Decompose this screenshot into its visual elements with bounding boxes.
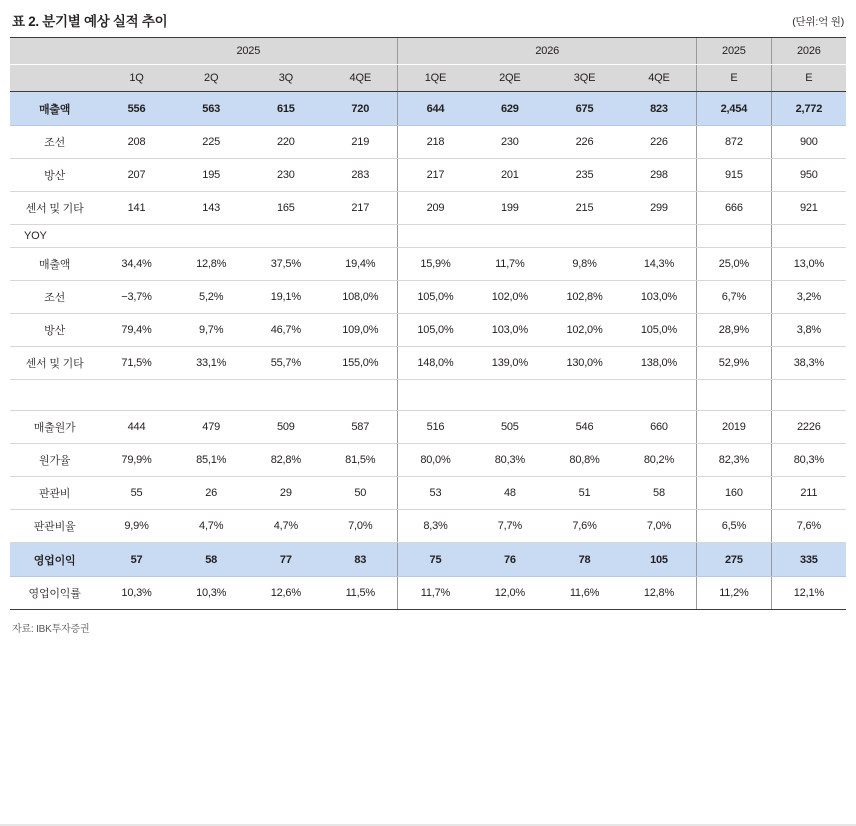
table-cell: 52,9% — [697, 347, 772, 380]
row-label: 조선 — [10, 126, 99, 159]
table-row — [10, 314, 846, 347]
group-header-blank — [10, 38, 99, 65]
table-cell: 139,0% — [473, 347, 548, 380]
column-header-row — [10, 65, 846, 92]
table-cell: 225 — [174, 126, 249, 159]
column-header-3q: 3Q — [249, 65, 324, 92]
table-cell: 148,0% — [398, 347, 473, 380]
table-row — [10, 159, 846, 192]
table-cell: 516 — [398, 411, 473, 444]
table-cell — [622, 225, 697, 248]
table-cell: 13,0% — [771, 248, 846, 281]
column-header-1q: 1Q — [99, 65, 174, 92]
unit-note: (단위:억 원) — [792, 16, 844, 28]
table-row — [10, 543, 846, 577]
table-cell: 34,4% — [99, 248, 174, 281]
table-cell: 19,1% — [249, 281, 324, 314]
table-cell: 8,3% — [398, 510, 473, 543]
table-cell: 666 — [697, 192, 772, 225]
table-cell: 160 — [697, 477, 772, 510]
table-cell: 48 — [473, 477, 548, 510]
column-header-2026e: E — [771, 65, 846, 92]
table-cell: 230 — [249, 159, 324, 192]
table-cell — [323, 225, 398, 248]
table-cell: 2019 — [697, 411, 772, 444]
table-cell: 80,2% — [622, 444, 697, 477]
table-cell: 720 — [323, 92, 398, 126]
table-row — [10, 577, 846, 610]
table-cell: 283 — [323, 159, 398, 192]
table-cell: 82,3% — [697, 444, 772, 477]
table-cell: 50 — [323, 477, 398, 510]
table-cell: 226 — [622, 126, 697, 159]
table-cell: 7,0% — [622, 510, 697, 543]
table-cell: 58 — [174, 543, 249, 577]
table-cell: 38,3% — [771, 347, 846, 380]
row-label — [10, 380, 99, 411]
table-row — [10, 281, 846, 314]
table-cell: −3,7% — [99, 281, 174, 314]
table-cell: 7,6% — [547, 510, 622, 543]
table-cell: 71,5% — [99, 347, 174, 380]
table-cell: 11,2% — [697, 577, 772, 610]
table-cell: 15,9% — [398, 248, 473, 281]
table-cell: 103,0% — [622, 281, 697, 314]
column-header-2qe: 2QE — [473, 65, 548, 92]
table-cell: 9,8% — [547, 248, 622, 281]
table-cell: 102,0% — [473, 281, 548, 314]
table-cell: 76 — [473, 543, 548, 577]
row-label: YOY — [10, 225, 99, 248]
table-cell: 103,0% — [473, 314, 548, 347]
quarterly-estimates-table — [10, 37, 846, 610]
table-row — [10, 510, 846, 543]
table-row — [10, 347, 846, 380]
row-label: 영업이익률 — [10, 577, 99, 610]
table-cell: 105,0% — [622, 314, 697, 347]
table-cell: 220 — [249, 126, 324, 159]
table-row — [10, 444, 846, 477]
table-cell: 615 — [249, 92, 324, 126]
table-cell: 587 — [323, 411, 398, 444]
table-cell: 900 — [771, 126, 846, 159]
table-cell: 660 — [622, 411, 697, 444]
table-cell: 165 — [249, 192, 324, 225]
table-cell: 10,3% — [99, 577, 174, 610]
table-cell: 509 — [249, 411, 324, 444]
row-label: 매출원가 — [10, 411, 99, 444]
table-cell: 79,9% — [99, 444, 174, 477]
table-cell: 55 — [99, 477, 174, 510]
table-cell: 80,3% — [771, 444, 846, 477]
table-cell: 9,9% — [99, 510, 174, 543]
table-cell — [697, 380, 772, 411]
table-cell: 217 — [323, 192, 398, 225]
table-cell: 26 — [174, 477, 249, 510]
group-header-2025q: 2025 — [99, 38, 398, 65]
table-cell: 226 — [547, 126, 622, 159]
table-cell: 217 — [398, 159, 473, 192]
table-cell: 80,8% — [547, 444, 622, 477]
table-cell: 505 — [473, 411, 548, 444]
table-cell: 230 — [473, 126, 548, 159]
table-cell: 823 — [622, 92, 697, 126]
table-cell: 37,5% — [249, 248, 324, 281]
table-cell: 2,772 — [771, 92, 846, 126]
table-cell: 105,0% — [398, 314, 473, 347]
table-cell: 7,7% — [473, 510, 548, 543]
table-cell — [697, 225, 772, 248]
table-cell — [249, 225, 324, 248]
table-cell: 57 — [99, 543, 174, 577]
table-cell: 219 — [323, 126, 398, 159]
group-header-row — [10, 38, 846, 65]
table-row — [10, 92, 846, 126]
column-header-4qe: 4QE — [323, 65, 398, 92]
table-cell: 12,0% — [473, 577, 548, 610]
table-cell — [249, 380, 324, 411]
table-cell: 109,0% — [323, 314, 398, 347]
table-row — [10, 248, 846, 281]
table-cell — [547, 380, 622, 411]
column-header-4qe2: 4QE — [622, 65, 697, 92]
table-cell: 11,7% — [398, 577, 473, 610]
table-cell: 915 — [697, 159, 772, 192]
table-cell: 275 — [697, 543, 772, 577]
table-cell: 201 — [473, 159, 548, 192]
table-cell: 55,7% — [249, 347, 324, 380]
table-cell: 872 — [697, 126, 772, 159]
table-cell: 195 — [174, 159, 249, 192]
row-label: 원가율 — [10, 444, 99, 477]
table-cell: 563 — [174, 92, 249, 126]
table-cell: 4,7% — [249, 510, 324, 543]
table-cell: 29 — [249, 477, 324, 510]
table-row — [10, 126, 846, 159]
table-cell: 12,1% — [771, 577, 846, 610]
table-cell: 3,8% — [771, 314, 846, 347]
table-cell: 546 — [547, 411, 622, 444]
table-cell — [622, 380, 697, 411]
table-cell: 11,5% — [323, 577, 398, 610]
table-cell: 85,1% — [174, 444, 249, 477]
table-cell: 14,3% — [622, 248, 697, 281]
group-header-2026q: 2026 — [398, 38, 697, 65]
table-cell: 479 — [174, 411, 249, 444]
group-header-2026e: 2026 — [771, 38, 846, 65]
table-cell — [771, 225, 846, 248]
table-cell — [323, 380, 398, 411]
row-label: 조선 — [10, 281, 99, 314]
table-cell: 108,0% — [323, 281, 398, 314]
table-row — [10, 380, 846, 411]
table-cell: 51 — [547, 477, 622, 510]
table-cell: 12,8% — [622, 577, 697, 610]
table-cell: 138,0% — [622, 347, 697, 380]
table-cell: 81,5% — [323, 444, 398, 477]
table-cell: 2226 — [771, 411, 846, 444]
table-head — [10, 38, 846, 92]
table-row — [10, 192, 846, 225]
table-cell — [99, 380, 174, 411]
table-cell — [473, 225, 548, 248]
table-cell — [174, 225, 249, 248]
column-header-2025e: E — [697, 65, 772, 92]
column-header-1qe: 1QE — [398, 65, 473, 92]
group-header-2025e: 2025 — [697, 38, 772, 65]
table-cell — [473, 380, 548, 411]
table-cell: 80,0% — [398, 444, 473, 477]
table-cell: 3,2% — [771, 281, 846, 314]
table-cell: 4,7% — [174, 510, 249, 543]
table-cell: 9,7% — [174, 314, 249, 347]
table-cell: 80,3% — [473, 444, 548, 477]
table-cell: 12,6% — [249, 577, 324, 610]
title-row — [10, 8, 846, 37]
table-cell: 218 — [398, 126, 473, 159]
table-cell — [99, 225, 174, 248]
table-row — [10, 225, 846, 248]
row-label: 매출액 — [10, 248, 99, 281]
table-cell: 102,0% — [547, 314, 622, 347]
table-cell: 199 — [473, 192, 548, 225]
row-label: 매출액 — [10, 92, 99, 126]
table-cell: 211 — [771, 477, 846, 510]
table-cell — [771, 380, 846, 411]
table-cell — [174, 380, 249, 411]
table-cell: 335 — [771, 543, 846, 577]
table-cell: 7,6% — [771, 510, 846, 543]
table-cell: 130,0% — [547, 347, 622, 380]
table-cell: 10,3% — [174, 577, 249, 610]
table-cell: 2,454 — [697, 92, 772, 126]
table-cell: 644 — [398, 92, 473, 126]
table-cell: 78 — [547, 543, 622, 577]
row-label: 방산 — [10, 314, 99, 347]
row-label: 센서 및 기타 — [10, 347, 99, 380]
table-body — [10, 92, 846, 610]
table-cell: 83 — [323, 543, 398, 577]
table-cell: 444 — [99, 411, 174, 444]
table-cell: 11,7% — [473, 248, 548, 281]
table-cell: 143 — [174, 192, 249, 225]
table-cell: 11,6% — [547, 577, 622, 610]
table-cell: 79,4% — [99, 314, 174, 347]
table-cell: 299 — [622, 192, 697, 225]
table-cell: 33,1% — [174, 347, 249, 380]
table-cell: 102,8% — [547, 281, 622, 314]
table-cell: 53 — [398, 477, 473, 510]
table-cell: 207 — [99, 159, 174, 192]
table-cell — [398, 225, 473, 248]
table-cell: 921 — [771, 192, 846, 225]
page-title: 표 2. 분기별 예상 실적 추이 — [12, 14, 168, 29]
table-cell: 19,4% — [323, 248, 398, 281]
table-cell — [547, 225, 622, 248]
table-cell: 75 — [398, 543, 473, 577]
table-cell: 215 — [547, 192, 622, 225]
column-header-2q: 2Q — [174, 65, 249, 92]
row-label: 방산 — [10, 159, 99, 192]
table-cell: 141 — [99, 192, 174, 225]
table-cell: 28,9% — [697, 314, 772, 347]
row-label: 센서 및 기타 — [10, 192, 99, 225]
table-cell: 46,7% — [249, 314, 324, 347]
row-label: 판관비 — [10, 477, 99, 510]
table-cell: 12,8% — [174, 248, 249, 281]
table-cell: 950 — [771, 159, 846, 192]
table-row — [10, 477, 846, 510]
table-cell: 82,8% — [249, 444, 324, 477]
table-cell: 7,0% — [323, 510, 398, 543]
row-label: 영업이익 — [10, 543, 99, 577]
row-label: 판관비율 — [10, 510, 99, 543]
table-cell: 209 — [398, 192, 473, 225]
table-cell: 675 — [547, 92, 622, 126]
column-header-3qe: 3QE — [547, 65, 622, 92]
table-cell: 556 — [99, 92, 174, 126]
table-cell: 5,2% — [174, 281, 249, 314]
table-cell: 629 — [473, 92, 548, 126]
column-header-blank — [10, 65, 99, 92]
table-cell: 105,0% — [398, 281, 473, 314]
table-row — [10, 411, 846, 444]
table-cell: 77 — [249, 543, 324, 577]
table-cell: 298 — [622, 159, 697, 192]
table-cell: 155,0% — [323, 347, 398, 380]
table-cell: 235 — [547, 159, 622, 192]
table-cell: 6,7% — [697, 281, 772, 314]
table-cell: 6,5% — [697, 510, 772, 543]
table-cell: 58 — [622, 477, 697, 510]
table-cell — [398, 380, 473, 411]
table-cell: 25,0% — [697, 248, 772, 281]
table-cell: 105 — [622, 543, 697, 577]
source-note: 자료: IBK투자증권 — [12, 624, 90, 635]
table-cell: 208 — [99, 126, 174, 159]
